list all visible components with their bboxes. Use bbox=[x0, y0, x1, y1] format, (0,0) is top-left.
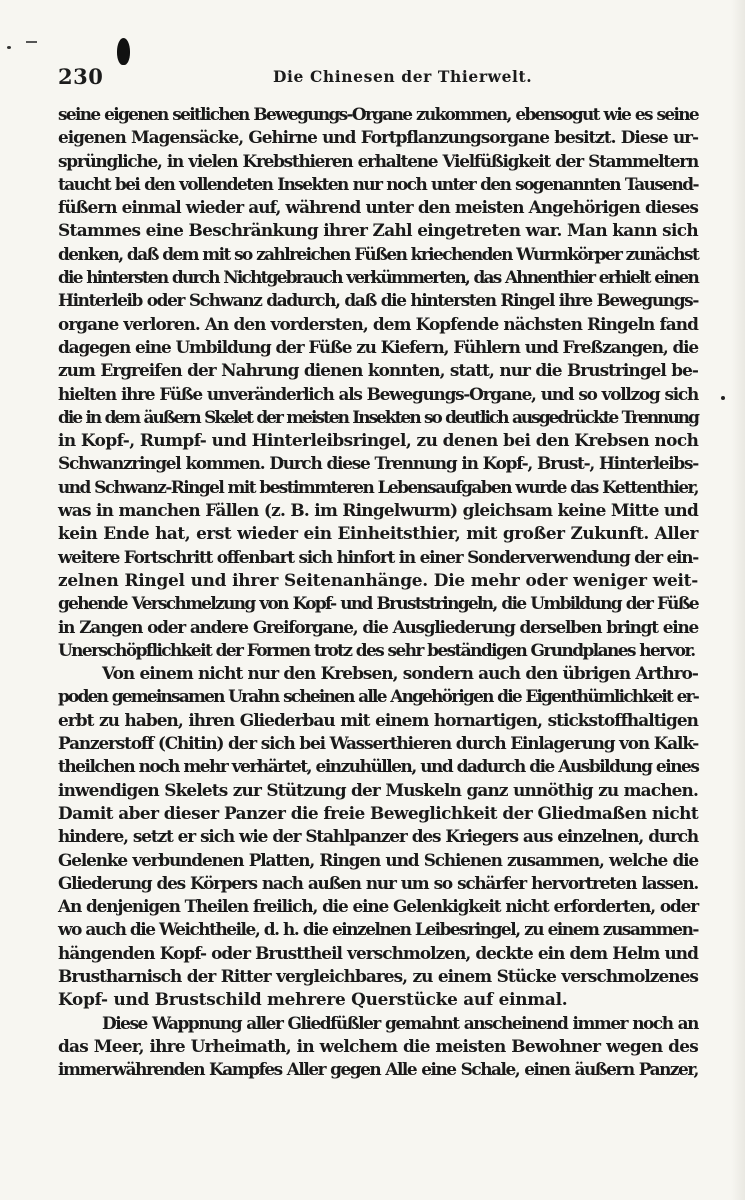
text-line: Von einem nicht nur den Krebsen, sondern auch den übrigen Arthro- bbox=[102, 663, 698, 684]
text-line: seine eigenen seitlichen Bewegungs-Organe zukommen, ebensogut wie es seine bbox=[58, 104, 698, 124]
text-line: Hinterleib oder Schwanz dadurch, daß die hintersten Ringel ihre Bewegungs- bbox=[58, 290, 698, 311]
text-line: dagegen eine Umbildung der Füße zu Kiefern, Fühlern und Freßzangen, die bbox=[58, 336, 698, 357]
text-line: Schwanzringel kommen. Durch diese Trennung in Kopf-, Brust-, Hinterleibs- bbox=[58, 453, 698, 474]
text-line: und Schwanz-Ringel mit bestimmteren Lebensaufgaben wurde das Kettenthier, bbox=[58, 476, 698, 497]
text-line: Brustharnisch der Ritter vergleichbares, zu einem Stücke verschmolzenes bbox=[58, 965, 698, 986]
ink-blot-mark bbox=[117, 38, 130, 65]
ink-dash-mark bbox=[26, 41, 37, 43]
text-line: Panzerstoff (Chitin) der sich bei Wasserthieren durch Einlagerung von Kalk- bbox=[58, 733, 699, 754]
text-line: hielten ihre Füße unveränderlich als Bewegungs-Organe, und so vollzog sich bbox=[58, 383, 698, 404]
page-number: 230 bbox=[58, 64, 104, 89]
ink-speck bbox=[7, 46, 11, 49]
text-line: weitere Fortschritt offenbart sich hinfort in einer Sonderverwendung der ein- bbox=[58, 546, 698, 567]
text-line: hindere, setzt er sich wie der Stahlpanzer des Kriegers aus einzelnen, durch bbox=[58, 826, 698, 847]
text-line: sprüngliche, in vielen Krebsthieren erhaltene Vielfüßigkeit der Stammeltern bbox=[58, 150, 698, 171]
text-line: Unerschöpflichkeit der Formen trotz des sehr beständigen Grundplanes hervor. bbox=[58, 639, 695, 660]
text-line: Gliederung des Körpers nach außen nur um so schärfer hervortreten lassen. bbox=[58, 872, 698, 893]
paragraph bbox=[58, 662, 698, 1011]
body-text bbox=[58, 103, 698, 1081]
text-line: eigenen Magensäcke, Gehirne und Fortpflanzungsorgane besitzt. Diese ur- bbox=[58, 127, 698, 148]
text-line: taucht bei den vollendeten Insekten nur noch unter den sogenannten Tausend- bbox=[58, 173, 698, 194]
text-line: organe verloren. An den vordersten, dem Kopfende nächsten Ringeln fand bbox=[58, 313, 698, 334]
paragraph bbox=[58, 103, 698, 662]
text-line: kein Ende hat, erst wieder ein Einheitsthier, mit großer Zukunft. Aller bbox=[58, 523, 698, 544]
text-line: die in dem äußern Skelet der meisten Insekten so deutlich ausgedrückte Trennung bbox=[58, 406, 698, 427]
text-line: Stammes eine Beschränkung ihrer Zahl eingetreten war. Man kann sich bbox=[58, 220, 698, 241]
paragraph bbox=[58, 1012, 698, 1082]
text-line: Damit aber dieser Panzer die freie Beweglichkeit der Gliedmaßen nicht bbox=[58, 802, 699, 823]
text-line: in Zangen oder andere Greiforgane, die Ausgliederung derselben bringt eine bbox=[58, 616, 698, 637]
text-line: Kopf- und Brustschild mehrere Querstücke auf einmal. bbox=[58, 989, 568, 1010]
text-line: was in manchen Fällen (z. B. im Ringelwurm) gleichsam keine Mitte und bbox=[58, 500, 698, 521]
page-header bbox=[58, 64, 692, 94]
text-line: poden gemeinsamen Urahn scheinen alle Angehörigen die Eigenthümlichkeit er- bbox=[58, 686, 698, 707]
text-line: inwendigen Skelets zur Stützung der Muskeln ganz unnöthig zu machen. bbox=[58, 779, 698, 800]
text-line: Diese Wappnung aller Gliedfüßler gemahnt anscheinend immer noch an bbox=[102, 1012, 698, 1033]
text-line: füßern einmal wieder auf, während unter den meisten Angehörigen dieses bbox=[58, 197, 698, 218]
text-line: wo auch die Weichtheile, d. h. die einzelnen Leibesringel, zu einem zusammen- bbox=[58, 919, 698, 940]
text-line: immerwährenden Kampfes Aller gegen Alle eine Schale, einen äußern Panzer, bbox=[58, 1059, 698, 1080]
text-line: denken, daß dem mit so zahlreichen Füßen kriechenden Wurmkörper zunächst bbox=[58, 243, 699, 264]
text-line: hängenden Kopf- oder Brusttheil verschmolzen, deckte ein dem Helm und bbox=[58, 942, 698, 963]
text-line: theilchen noch mehr verhärtet, einzuhüllen, und dadurch die Ausbildung eines bbox=[58, 756, 699, 777]
text-line: An denjenigen Theilen freilich, die eine Gelenkigkeit nicht erforderten, oder bbox=[58, 896, 698, 917]
text-line: erbt zu haben, ihren Gliederbau mit einem hornartigen, stickstoffhaltigen bbox=[58, 709, 698, 730]
text-line: das Meer, ihre Urheimath, in welchem die meisten Bewohner wegen des bbox=[58, 1035, 698, 1056]
page-edge-shadow bbox=[731, 0, 745, 1200]
text-line: Gelenke verbundenen Platten, Ringen und Schienen zusammen, welche die bbox=[58, 849, 698, 870]
text-line: die hintersten durch Nichtgebrauch verkümmerten, das Ahnenthier erhielt einen bbox=[58, 267, 698, 288]
ink-speck-margin bbox=[721, 396, 725, 400]
text-line: gehende Verschmelzung von Kopf- und Bruststringeln, die Umbildung der Füße bbox=[58, 593, 698, 614]
text-line: in Kopf-, Rumpf- und Hinterleibsringel, zu denen bei den Krebsen noch bbox=[58, 430, 699, 451]
text-line: zum Ergreifen der Nahrung dienen konnten, statt, nur die Brustringel be- bbox=[58, 360, 698, 381]
text-line: zelnen Ringel und ihrer Seitenanhänge. Die mehr oder weniger weit- bbox=[58, 569, 698, 590]
running-title: Die Chinesen der Thierwelt. bbox=[273, 67, 533, 86]
